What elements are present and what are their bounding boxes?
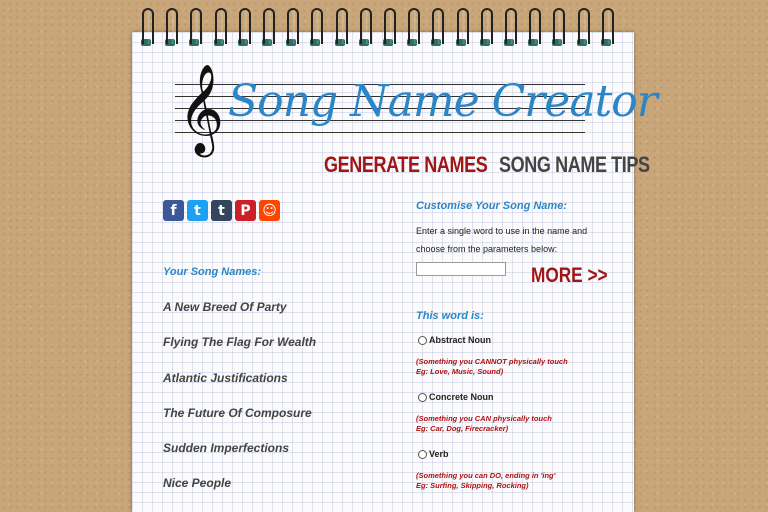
spiral-ring [600,8,614,48]
hint-line: (Something you CAN physically touch [416,414,552,423]
spiral-ring [237,8,251,48]
spiral-ring [430,8,444,48]
option-label: Concrete Noun [429,392,494,402]
option-hint [416,414,552,434]
nav-song-name-tips[interactable]: SONG NAME TIPS [498,152,650,177]
customise-heading: Customise Your Song Name: [416,200,567,212]
spiral-ring [551,8,565,48]
nav-generate-names[interactable]: GENERATE NAMES [324,152,488,177]
spiral-ring [140,8,154,48]
option-verb[interactable] [418,449,449,459]
hint-line: Eg: Surfing, Skipping, Rocking) [416,481,529,490]
spiral-ring [503,8,517,48]
spiral-ring [406,8,420,48]
song-name-item: A New Breed Of Party [163,300,287,314]
spiral-ring [164,8,178,48]
spiral-ring [334,8,348,48]
radio-button[interactable] [418,336,427,345]
option-hint [416,471,555,491]
song-name-item: Atlantic Justifications [163,371,288,385]
option-hint [416,357,568,377]
song-name-item: Nice People [163,476,232,490]
treble-clef-icon: 𝄞 [178,64,225,154]
twitter-icon[interactable]: t [187,200,208,221]
spiral-ring [576,8,590,48]
reddit-icon[interactable]: ☺ [259,200,280,221]
spiral-ring [358,8,372,48]
spiral-ring [188,8,202,48]
more-button[interactable]: MORE >> [531,264,608,287]
song-name-item: The Future Of Composure [163,406,312,420]
main-nav [324,152,682,178]
spiral-binding [140,8,630,52]
option-label: Verb [429,449,449,459]
hint-line: (Something you CANNOT physically touch [416,357,568,366]
radio-button[interactable] [418,450,427,459]
hint-line: Eg: Car, Dog, Firecracker) [416,424,509,433]
word-input[interactable] [416,262,506,276]
option-label: Abstract Noun [429,335,492,345]
spiral-ring [479,8,493,48]
spiral-ring [261,8,275,48]
hint-line: Eg: Love, Music, Sound) [416,367,504,376]
spiral-ring [213,8,227,48]
song-name-item: Flying The Flag For Wealth [163,335,317,349]
spiral-ring [285,8,299,48]
tumblr-icon[interactable]: t [211,200,232,221]
radio-button[interactable] [418,393,427,402]
instructions-text: Enter a single word to use in the name and choose from the parameters below: [416,226,588,254]
word-type-heading: This word is: [416,310,484,322]
social-share-bar [163,200,280,221]
facebook-icon[interactable]: f [163,200,184,221]
spiral-ring [527,8,541,48]
option-concrete-noun[interactable] [418,392,494,402]
site-logo-title[interactable]: Song Name Creator [228,76,657,127]
spiral-ring [455,8,469,48]
spiral-ring [309,8,323,48]
pinterest-icon[interactable]: P [235,200,256,221]
option-abstract-noun[interactable] [418,335,491,345]
spiral-ring [382,8,396,48]
song-names-heading: Your Song Names: [163,266,261,278]
hint-line: (Something you can DO, ending in 'ing' [416,471,556,480]
song-name-item: Sudden Imperfections [163,441,290,455]
